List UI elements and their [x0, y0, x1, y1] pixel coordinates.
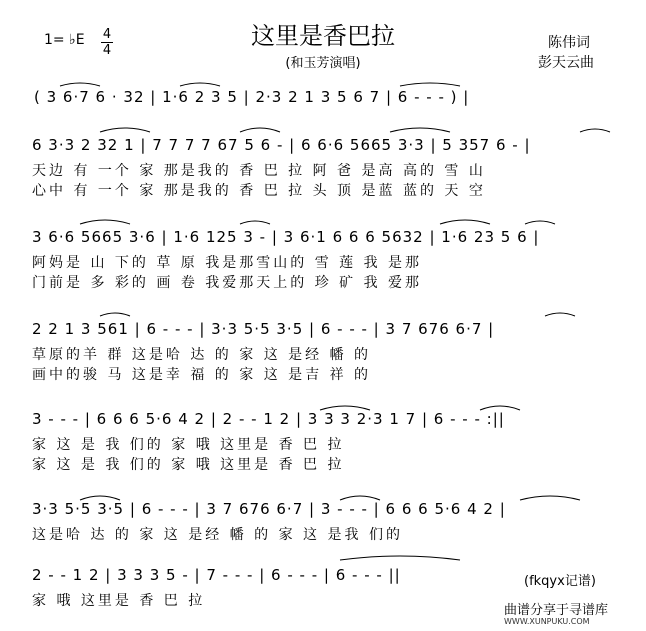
lyric-line: 家 这 是 我 们的 家 哦 这里是 香 巴 拉	[32, 457, 345, 473]
score-system-notes: 3 - - - | 6 6 6 5·6 4 2 | 2 - - 1 2 | 3 3 3 2·3 1 7 | 6 - - - :||	[32, 410, 505, 428]
score-system-notes: 2 2 1 3 561 | 6 - - - | 3·3 5·5 3·5 | 6 - - - | 3 7 676 6·7 |	[32, 320, 495, 338]
lyric-line: 这是哈 达 的 家 这 是经 幡 的 家 这 是我 们的	[32, 527, 403, 543]
transcriber-note: (fkqyx记谱)	[524, 574, 596, 589]
lyric-line: 草原的羊 群 这是哈 达 的 家 这 是经 幡 的	[32, 347, 372, 363]
lyric-line: 画中的骏 马 这是幸 福 的 家 这 是吉 祥 的	[32, 367, 372, 383]
lyric-line: 天边 有 一个 家 那是我的 香 巴 拉 阿 爸 是高 高的 雪 山	[32, 163, 486, 179]
lyricist-credit: 陈伟词	[548, 35, 590, 51]
lyric-line: 门前是 多 彩的 画 卷 我爱那天上的 珍 矿 我 爱那	[32, 275, 423, 291]
score-system-notes: 3 6·6 5665 3·6 | 1·6 125 3 - | 3 6·1 6 6 6 5632 | 1·6 23 5 6 |	[32, 228, 540, 246]
score-system-notes: 2 - - 1 2 | 3 3 3 5 - | 7 - - - | 6 - - - | 6 - - - ||	[32, 566, 401, 584]
key-signature: 1= ♭E	[44, 32, 85, 48]
performer-note: (和玉芳演唱)	[285, 56, 361, 71]
lyric-line: 心中 有 一个 家 那是我的 香 巴 拉 头 顶 是蓝 蓝的 天 空	[32, 183, 486, 199]
lyric-line: 阿妈是 山 下的 草 原 我是那雪山的 雪 莲 我 是那	[32, 255, 423, 271]
time-signature-bottom: 4	[102, 43, 112, 58]
lyric-line: 家 这 是 我 们的 家 哦 这里是 香 巴 拉	[32, 437, 345, 453]
time-signature-top: 4	[102, 27, 112, 42]
composer-credit: 彭天云曲	[538, 55, 594, 71]
song-title: 这里是香巴拉	[251, 22, 395, 50]
score-system-notes: 3·3 5·5 3·5 | 6 - - - | 3 7 676 6·7 | 3 - - - | 6 6 6 5·6 4 2 |	[32, 500, 506, 518]
footer-share-text: 曲谱分享于寻谱库	[504, 603, 609, 618]
score-system-notes: ( 3 6·7 6 · 32 | 1·6 2 3 5 | 2·3 2 1 3 5 6 7 | 6 - - - ) |	[34, 88, 470, 106]
footer-url: WWW.XUNPUKU.COM	[504, 617, 590, 626]
score-system-notes: 6 3·3 2 32 1 | 7 7 7 7 67 5 6 - | 6 6·6 5665 3·3 | 5 357 6 - |	[32, 136, 531, 154]
lyric-line: 家 哦 这里是 香 巴 拉	[32, 593, 206, 609]
